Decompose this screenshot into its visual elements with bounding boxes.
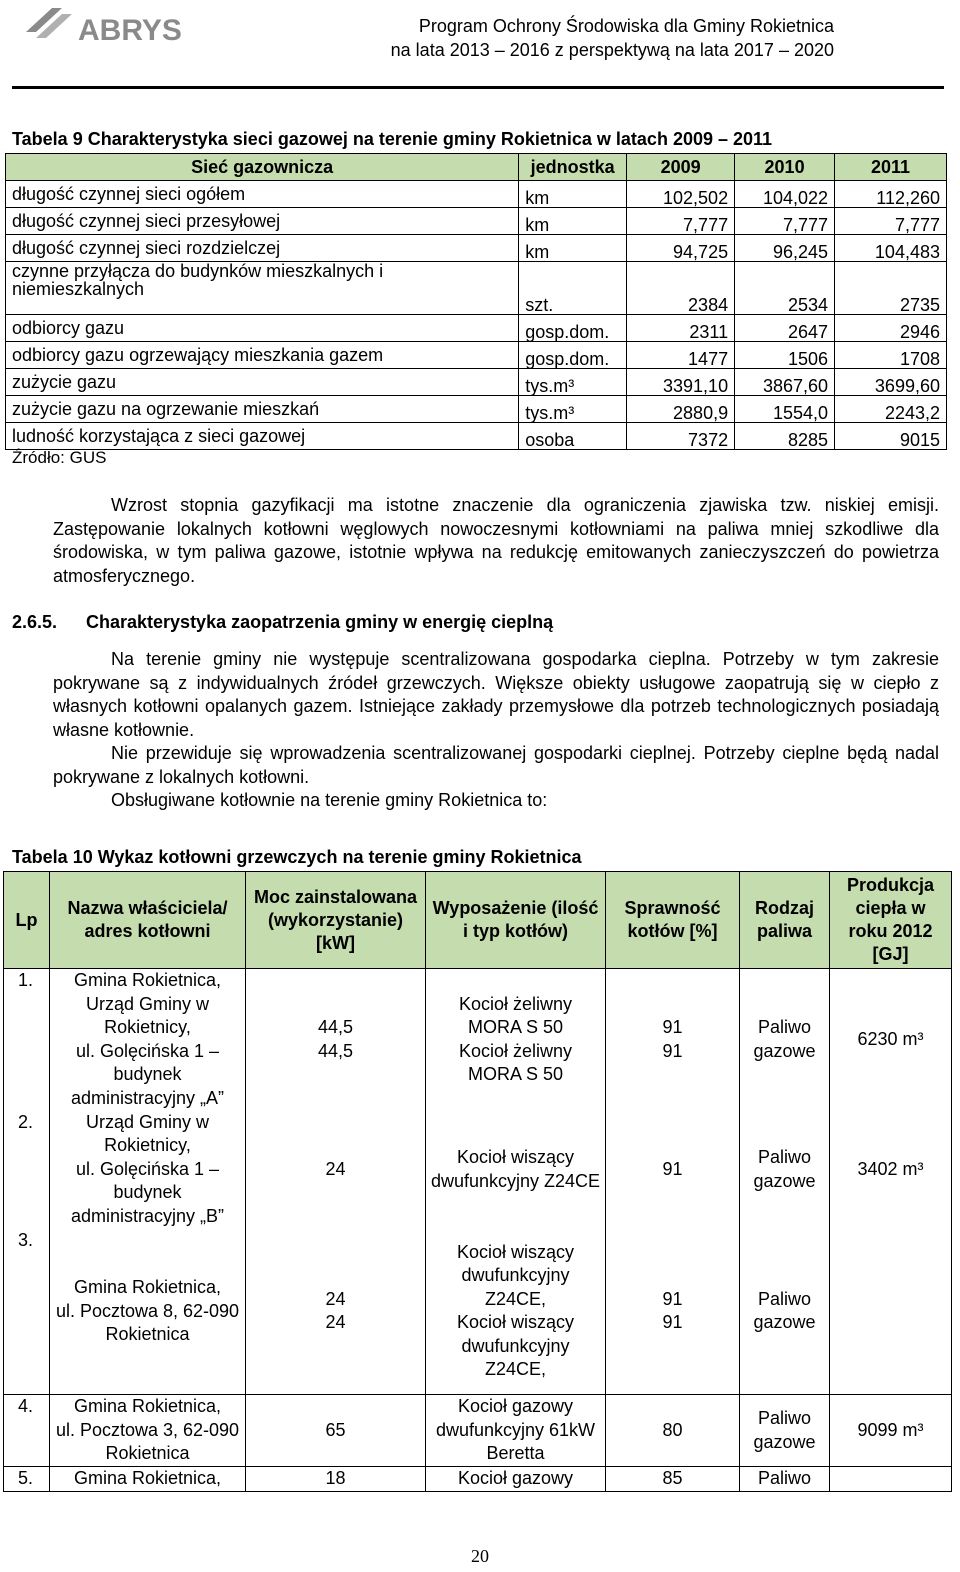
value-2009: 2311 [627, 315, 735, 342]
row-production: 3402 m³ [830, 1111, 952, 1229]
value-2010: 7,777 [735, 208, 835, 235]
col-header-network: Sieć gazownicza [6, 154, 519, 181]
paragraph-heat-supply [53, 648, 939, 813]
row-owner: Gmina Rokietnica, ul. Pocztowa 8, 62-090 Rokietnica [50, 1229, 246, 1395]
row-unit: osoba [519, 423, 627, 450]
row-unit: km [519, 235, 627, 262]
abrys-logo [22, 2, 197, 48]
row-power: 24 24 [246, 1229, 426, 1395]
boiler-rooms-table [3, 871, 952, 1492]
row-efficiency: 91 [606, 1111, 740, 1229]
value-2010: 2534 [735, 262, 835, 315]
row-name: czynne przyłącza do budynków mieszkalnych i niemieszkalnych [6, 262, 519, 315]
paragraph-text: Nie przewiduje się wprowadzenia scentralizowanej gospodarki cieplnej. Potrzeby cieplne będą nadal pokrywane z lokalnych kotłowni. [53, 743, 939, 787]
row-lp: 4. [4, 1395, 50, 1467]
row-owner: Gmina Rokietnica, [50, 1467, 246, 1492]
value-2009: 94,725 [627, 235, 735, 262]
value-2011: 2243,2 [835, 396, 947, 423]
table10-caption: Tabela 10 Wykaz kotłowni grzewczych na terenie gminy Rokietnica [12, 847, 582, 867]
col-header-equipment: Wyposażenie (ilość i typ kotłów) [426, 872, 606, 969]
row-owner: Urząd Gminy w Rokietnicy, ul. Golęcińska 1 – budynek administracyjny „B” [50, 1111, 246, 1229]
row-efficiency: 91 91 [606, 1229, 740, 1395]
value-2009: 102,502 [627, 181, 735, 208]
row-production [830, 1229, 952, 1395]
value-2009: 1477 [627, 342, 735, 369]
value-2009: 7,777 [627, 208, 735, 235]
col-header-2010: 2010 [735, 154, 835, 181]
header-divider [12, 86, 944, 89]
table-row [6, 369, 947, 396]
table-row [4, 1229, 952, 1395]
row-name: ludność korzystająca z sieci gazowej [6, 423, 519, 450]
row-efficiency: 85 [606, 1467, 740, 1492]
table-row [4, 969, 952, 1111]
gas-network-table [5, 153, 947, 450]
row-equipment: Kocioł wiszący dwufunkcyjny Z24CE [426, 1111, 606, 1229]
value-2009: 3391,10 [627, 369, 735, 396]
row-production [830, 1467, 952, 1492]
value-2011: 3699,60 [835, 369, 947, 396]
col-header-efficiency: Sprawność kotłów [%] [606, 872, 740, 969]
header-title-line1: Program Ochrony Środowiska dla Gminy Rokietnica [418, 16, 834, 36]
value-2009: 2880,9 [627, 396, 735, 423]
row-unit: szt. [519, 262, 627, 315]
value-2010: 3867,60 [735, 369, 835, 396]
table-row [6, 262, 947, 315]
row-efficiency: 80 [606, 1395, 740, 1467]
paragraph-text: Wzrost stopnia gazyfikacji ma istotne znaczenie dla ograniczenia zjawiska tzw. niskiej emisji. Zastępowanie lokalnych kotłowni węglowych nowoczesnymi kotłowniami na paliwa mniej szkodliwe dla środowiska, w tym paliwa gazowe, istotnie wpływa na redukcję emitowanych zanieczyszczeń do powietrza atmosferycznego. [53, 495, 939, 586]
table-row [6, 235, 947, 262]
row-fuel: Paliwo gazowe [740, 969, 830, 1111]
row-name: długość czynnej sieci ogółem [6, 181, 519, 208]
row-unit: km [519, 208, 627, 235]
value-2009: 7372 [627, 423, 735, 450]
table-row [4, 1111, 952, 1229]
row-efficiency: 91 91 [606, 969, 740, 1111]
row-fuel: Paliwo gazowe [740, 1229, 830, 1395]
value-2010: 96,245 [735, 235, 835, 262]
row-owner: Gmina Rokietnica, ul. Pocztowa 3, 62-090 Rokietnica [50, 1395, 246, 1467]
row-equipment: Kocioł żeliwny MORA S 50 Kocioł żeliwny MORA S 50 [426, 969, 606, 1111]
row-name: odbiorcy gazu ogrzewający mieszkania gazem [6, 342, 519, 369]
value-2011: 104,483 [835, 235, 947, 262]
col-header-production: Produkcja ciepła w roku 2012 [GJ] [830, 872, 952, 969]
row-unit: tys.m³ [519, 396, 627, 423]
row-equipment: Kocioł gazowy dwufunkcyjny 61kW Beretta [426, 1395, 606, 1467]
table9-caption: Tabela 9 Charakterystyka sieci gazowej na terenie gminy Rokietnica w latach 2009 – 2011 [12, 129, 773, 149]
value-2010: 2647 [735, 315, 835, 342]
table-row [6, 342, 947, 369]
row-unit: gosp.dom. [519, 315, 627, 342]
col-header-2011: 2011 [835, 154, 947, 181]
col-header-fuel: Rodzaj paliwa [740, 872, 830, 969]
row-equipment: Kocioł wiszący dwufunkcyjny Z24CE, Kocioł wiszący dwufunkcyjny Z24CE, [426, 1229, 606, 1395]
page-number: 20 [471, 1546, 489, 1566]
table10-header-row [4, 872, 952, 969]
row-equipment: Kocioł gazowy [426, 1467, 606, 1492]
table-row [4, 1395, 952, 1467]
row-name: odbiorcy gazu [6, 315, 519, 342]
value-2011: 112,260 [835, 181, 947, 208]
col-header-2009: 2009 [627, 154, 735, 181]
table-row [6, 208, 947, 235]
row-lp: 3. [4, 1229, 50, 1395]
table-row [6, 181, 947, 208]
value-2011: 9015 [835, 423, 947, 450]
table-row [6, 423, 947, 450]
row-production: 6230 m³ [830, 969, 952, 1111]
table-row [6, 315, 947, 342]
row-lp: 5. [4, 1467, 50, 1492]
paragraph-gasification [53, 494, 939, 588]
paragraph-text: Na terenie gminy nie występuje scentralizowana gospodarka cieplna. Potrzeby w tym zakresie pokrywane są z indywidualnych źródeł grzewczych. Większe obiekty usługowe zaopatrują się w ciepło z własnych kotłowni opalanych gazem. Istniejące zakłady przemysłowe dla potrzeb technologicznych posiadają własne kotłownie. [53, 649, 939, 740]
row-production: 9099 m³ [830, 1395, 952, 1467]
row-fuel: Paliwo gazowe [740, 1111, 830, 1229]
col-header-lp: Lp [4, 872, 50, 969]
row-lp: 1. [4, 969, 50, 1111]
value-2010: 8285 [735, 423, 835, 450]
row-name: długość czynnej sieci rozdzielczej [6, 235, 519, 262]
row-lp: 2. [4, 1111, 50, 1229]
row-fuel: Paliwo [740, 1467, 830, 1492]
row-power: 18 [246, 1467, 426, 1492]
row-unit: km [519, 181, 627, 208]
value-2010: 1554,0 [735, 396, 835, 423]
value-2011: 7,777 [835, 208, 947, 235]
table9-header-row [6, 154, 947, 181]
paragraph-text: Obsługiwane kotłownie na terenie gminy Rokietnica to: [111, 790, 548, 810]
value-2011: 2735 [835, 262, 947, 315]
row-power: 24 [246, 1111, 426, 1229]
col-header-power: Moc zainstalowana (wykorzystanie) [kW] [246, 872, 426, 969]
col-header-unit: jednostka [519, 154, 627, 181]
value-2010: 104,022 [735, 181, 835, 208]
value-2011: 2946 [835, 315, 947, 342]
col-header-owner: Nazwa właściciela/ adres kotłowni [50, 872, 246, 969]
section-number: 2.6.5. [12, 612, 58, 632]
row-unit: tys.m³ [519, 369, 627, 396]
row-fuel: Paliwo gazowe [740, 1395, 830, 1467]
logo-wordmark: ABRYS [78, 14, 182, 47]
row-owner: Gmina Rokietnica, Urząd Gminy w Rokietnicy, ul. Golęcińska 1 – budynek administracyjny „A” [50, 969, 246, 1111]
value-2011: 1708 [835, 342, 947, 369]
row-name: zużycie gazu [6, 369, 519, 396]
row-name: zużycie gazu na ogrzewanie mieszkań [6, 396, 519, 423]
section-heading [12, 612, 553, 633]
table-row [4, 1467, 952, 1492]
section-title: Charakterystyka zaopatrzenia gminy w energię cieplną [86, 612, 554, 632]
header-title-line2: na lata 2013 – 2016 z perspektywą na lata 2017 – 2020 [390, 40, 834, 60]
table9-source: Źródło: GUS [12, 448, 107, 467]
row-name: długość czynnej sieci przesyłowej [6, 208, 519, 235]
value-2010: 1506 [735, 342, 835, 369]
row-unit: gosp.dom. [519, 342, 627, 369]
row-power: 65 [246, 1395, 426, 1467]
row-power: 44,5 44,5 [246, 969, 426, 1111]
value-2009: 2384 [627, 262, 735, 315]
table-row [6, 396, 947, 423]
